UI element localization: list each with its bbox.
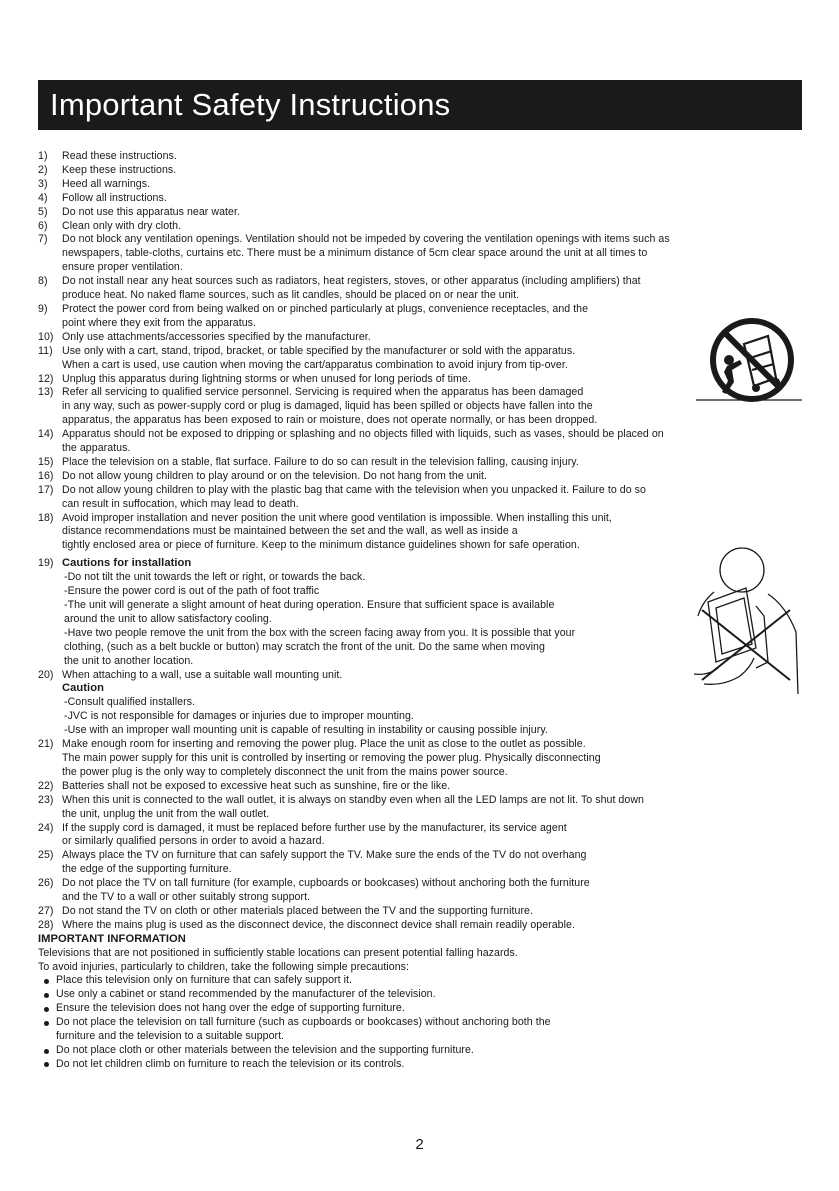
instruction-item	[38, 877, 802, 905]
instruction-item	[38, 428, 802, 456]
precaution-text-line: Do not let children climb on furniture to reach the television or its controls.	[56, 1057, 405, 1070]
item-number: 28)	[38, 918, 54, 931]
item-text-line: Unplug this apparatus during lightning storms or when unused for long periods of time.	[62, 372, 471, 385]
instruction-item	[38, 233, 802, 275]
item-text-line: produce heat. No naked flame sources, such as lit candles, should be placed on or near the unit.	[62, 289, 520, 302]
important-information-section	[38, 933, 802, 1072]
item-number: 14)	[38, 428, 54, 441]
instruction-item	[38, 275, 802, 303]
instruction-item	[38, 150, 802, 164]
instruction-item	[38, 512, 802, 554]
item-text-line: Do not use this apparatus near water.	[62, 205, 240, 218]
item-number: 7)	[38, 233, 48, 246]
item-text-line: can result in suffocation, which may lead to death.	[62, 497, 299, 510]
item-number: 6)	[38, 219, 48, 232]
item-text-line: Do not allow young children to play around or on the television. Do not hang from the unit.	[62, 469, 488, 482]
page-title: Important Safety Instructions	[50, 87, 451, 122]
item-number: 1)	[38, 150, 48, 162]
instruction-item	[38, 192, 802, 206]
item-number: 26)	[38, 877, 54, 890]
instruction-item-wall-mount	[38, 669, 802, 739]
item-text-line: Read these instructions.	[62, 150, 177, 162]
item-text-line: Where the mains plug is used as the disconnect device, the disconnect device shall remain readily operable.	[62, 918, 575, 931]
item-text-line: Always place the TV on furniture that can safely support the TV. Make sure the ends of the TV do not overhang	[62, 849, 587, 862]
instruction-item	[38, 386, 802, 428]
important-intro-line: Televisions that are not positioned in sufficiently stable locations can present potential falling hazards.	[38, 946, 518, 959]
instruction-item-cautions	[38, 557, 802, 668]
item-text-line: Batteries shall not be exposed to excessive heat such as sunshine, fire or the like.	[62, 779, 451, 792]
item-text-line: in any way, such as power-supply cord or plug is damaged, liquid has been spilled or objects have fallen into the	[62, 400, 593, 413]
precaution-item	[38, 988, 802, 1002]
cautions-line: around the unit to allow satisfactory cooling.	[64, 612, 272, 625]
item-text-line: the power plug is the only way to completely disconnect the unit from the mains power source.	[62, 765, 508, 778]
instruction-item	[38, 780, 802, 794]
item-number: 5)	[38, 205, 48, 218]
caution-line: -Consult qualified installers.	[64, 696, 196, 709]
item-number: 10)	[38, 330, 54, 343]
item-text-line: apparatus, the apparatus has been exposed to rain or moisture, does not operate normally, or has been dropped.	[62, 414, 598, 427]
item-number: 25)	[38, 849, 54, 862]
item-number: 17)	[38, 483, 54, 496]
item-text-line: Refer all servicing to qualified service personnel. Servicing is required when the apparatus has been damaged	[62, 386, 584, 399]
page-number: 2	[415, 1136, 424, 1153]
item-number: 27)	[38, 904, 54, 917]
item-text-line: Heed all warnings.	[62, 177, 151, 190]
precaution-text-line: Place this television only on furniture that can safely support it.	[56, 974, 353, 987]
instruction-item	[38, 164, 802, 178]
instruction-item	[38, 738, 802, 780]
item-text-line: point where they exit from the apparatus.	[62, 316, 257, 329]
cautions-line: clothing, (such as a belt buckle or button) may scratch the front of the unit. Do the same when moving	[64, 640, 545, 653]
instruction-item	[38, 373, 802, 387]
precaution-item	[38, 1044, 802, 1058]
item-text-line: Make enough room for inserting and removing the power plug. Place the unit as close to the outlet as possible.	[62, 738, 586, 751]
precaution-item	[38, 974, 802, 988]
item-text-line: the apparatus.	[62, 442, 131, 455]
precaution-item	[38, 1016, 802, 1044]
instruction-item	[38, 178, 802, 192]
item-text-line: distance recommendations must be maintained between the set and the wall, as well as inside a	[62, 525, 518, 538]
cautions-line: -The unit will generate a slight amount of heat during operation. Ensure that sufficient space is available	[64, 599, 555, 611]
item-number: 4)	[38, 191, 48, 204]
item-text-line: Do not install near any heat sources such as radiators, heat registers, stoves, or other apparatus (including amplifiers) that	[62, 275, 641, 288]
instruction-item	[38, 206, 802, 220]
instruction-item	[38, 303, 802, 331]
instruction-item	[38, 919, 802, 933]
cautions-line: -Ensure the power cord is out of the path of foot traffic	[64, 585, 320, 598]
instruction-item	[38, 220, 802, 234]
item-number: 23)	[38, 793, 54, 806]
item-text-line: or similarly qualified persons in order to avoid a hazard.	[62, 835, 325, 848]
item-number: 3)	[38, 177, 48, 190]
item-text-line: ensure proper ventilation.	[62, 261, 183, 274]
instruction-item	[38, 456, 802, 470]
precaution-text-line: furniture and the television to a suitable support.	[56, 1030, 285, 1043]
item-number: 12)	[38, 372, 54, 385]
item-number: 15)	[38, 455, 54, 468]
item-text-line: Only use attachments/accessories specified by the manufacturer.	[62, 330, 371, 343]
instruction-item	[38, 484, 802, 512]
cautions-heading: Cautions for installation	[62, 557, 192, 570]
item-number: 11)	[38, 344, 53, 357]
item-text-line: When this unit is connected to the wall outlet, it is always on standby even when all the LED lamps are not lit. To shut down	[62, 793, 644, 806]
caution-heading: Caution	[62, 682, 104, 695]
item-text-line: and the TV to a wall or other suitably strong support.	[62, 891, 311, 904]
item-number: 18)	[38, 511, 54, 524]
item-text-line: When attaching to a wall, use a suitable wall mounting unit.	[62, 668, 343, 681]
item-text-line: The main power supply for this unit is controlled by inserting or removing the power plug. Physically disconnecting	[62, 751, 601, 764]
item-number: 2)	[38, 163, 48, 176]
instruction-item	[38, 470, 802, 484]
item-text-line: Do not stand the TV on cloth or other materials placed between the TV and the supporting furniture.	[62, 904, 533, 917]
item-number: 24)	[38, 821, 54, 834]
precaution-item	[38, 1002, 802, 1016]
precaution-text-line: Ensure the television does not hang over the edge of supporting furniture.	[56, 1002, 405, 1015]
item-text-line: Do not allow young children to play with the plastic bag that came with the television when you unpacked it. Failure to do so	[62, 483, 646, 496]
precaution-text-line: Do not place cloth or other materials between the television and the supporting furniture.	[56, 1044, 474, 1056]
caution-line: -Use with an improper wall mounting unit is capable of resulting in instability or causing possible injury.	[64, 724, 548, 737]
instruction-item	[38, 905, 802, 919]
item-text-line: the unit, unplug the unit from the wall outlet.	[62, 807, 270, 820]
title-banner	[38, 80, 802, 130]
item-number: 21)	[38, 738, 54, 751]
instruction-item	[38, 331, 802, 345]
item-number: 8)	[38, 275, 48, 288]
precaution-text-line: Use only a cabinet or stand recommended by the manufacturer of the television.	[56, 988, 436, 1001]
cart-tip-over-warning-icon	[696, 308, 802, 414]
item-text-line: When a cart is used, use caution when moving the cart/apparatus combination to avoid injury from tip-over.	[62, 358, 568, 371]
item-text-line: Protect the power cord from being walked on or pinched particularly at plugs, convenience receptacles, and the	[62, 302, 589, 315]
item-text-line: Do not block any ventilation openings. Ventilation should not be impeded by covering the ventilation openings with items such as	[62, 233, 670, 246]
cautions-line: -Have two people remove the unit from the box with the screen facing away from you. It is possible that your	[64, 626, 576, 639]
item-text-line: Keep these instructions.	[62, 163, 177, 176]
instruction-item	[38, 794, 802, 822]
important-intro-line: To avoid injuries, particularly to children, take the following simple precautions:	[38, 960, 409, 973]
cautions-line: -Do not tilt the unit towards the left or right, or towards the back.	[64, 571, 366, 584]
instruction-item	[38, 345, 802, 373]
precaution-text-line: Do not place the television on tall furniture (such as cupboards or bookcases) without anchoring both the	[56, 1016, 551, 1029]
precaution-item	[38, 1058, 802, 1072]
instructions-list	[38, 150, 802, 1072]
cautions-line: the unit to another location.	[64, 654, 194, 667]
item-text-line: Use only with a cart, stand, tripod, bracket, or table specified by the manufacturer or sold with the apparatus.	[62, 344, 576, 357]
caution-line: -JVC is not responsible for damages or injuries due to improper mounting.	[64, 710, 414, 723]
item-text-line: Place the television on a stable, flat surface. Failure to do so can result in the television falling, causing injury.	[62, 455, 579, 468]
instruction-item	[38, 822, 802, 850]
item-text-line: If the supply cord is damaged, it must be replaced before further use by the manufacturer, its service agent	[62, 821, 567, 834]
item-text-line: tightly enclosed area or piece of furniture. Keep to the minimum distance guidelines shown for safe operation.	[62, 539, 580, 552]
item-number: 16)	[38, 469, 54, 482]
item-number: 19)	[38, 557, 54, 570]
item-text-line: Do not place the TV on tall furniture (for example, cupboards or bookcases) without anchoring both the furniture	[62, 877, 590, 890]
carrying-tv-prohibited-icon	[694, 544, 804, 712]
item-text-line: the edge of the supporting furniture.	[62, 863, 232, 876]
item-text-line: Apparatus should not be exposed to dripping or splashing and no objects filled with liquids, such as vases, should be placed on	[62, 428, 664, 441]
precautions-list	[38, 974, 802, 1071]
important-heading: IMPORTANT INFORMATION	[38, 932, 186, 945]
item-text-line: Avoid improper installation and never position the unit where good ventilation is impossible. When installing this unit,	[62, 511, 612, 524]
item-text-line: Clean only with dry cloth.	[62, 219, 182, 232]
item-number: 20)	[38, 668, 54, 681]
item-number: 13)	[38, 386, 54, 399]
item-number: 9)	[38, 302, 48, 315]
item-text-line: Follow all instructions.	[62, 191, 167, 204]
instruction-item	[38, 849, 802, 877]
item-text-line: newspapers, table-cloths, curtains etc. There must be a minimum distance of 5cm clear space around the unit at all times to	[62, 247, 648, 260]
item-number: 22)	[38, 779, 54, 792]
